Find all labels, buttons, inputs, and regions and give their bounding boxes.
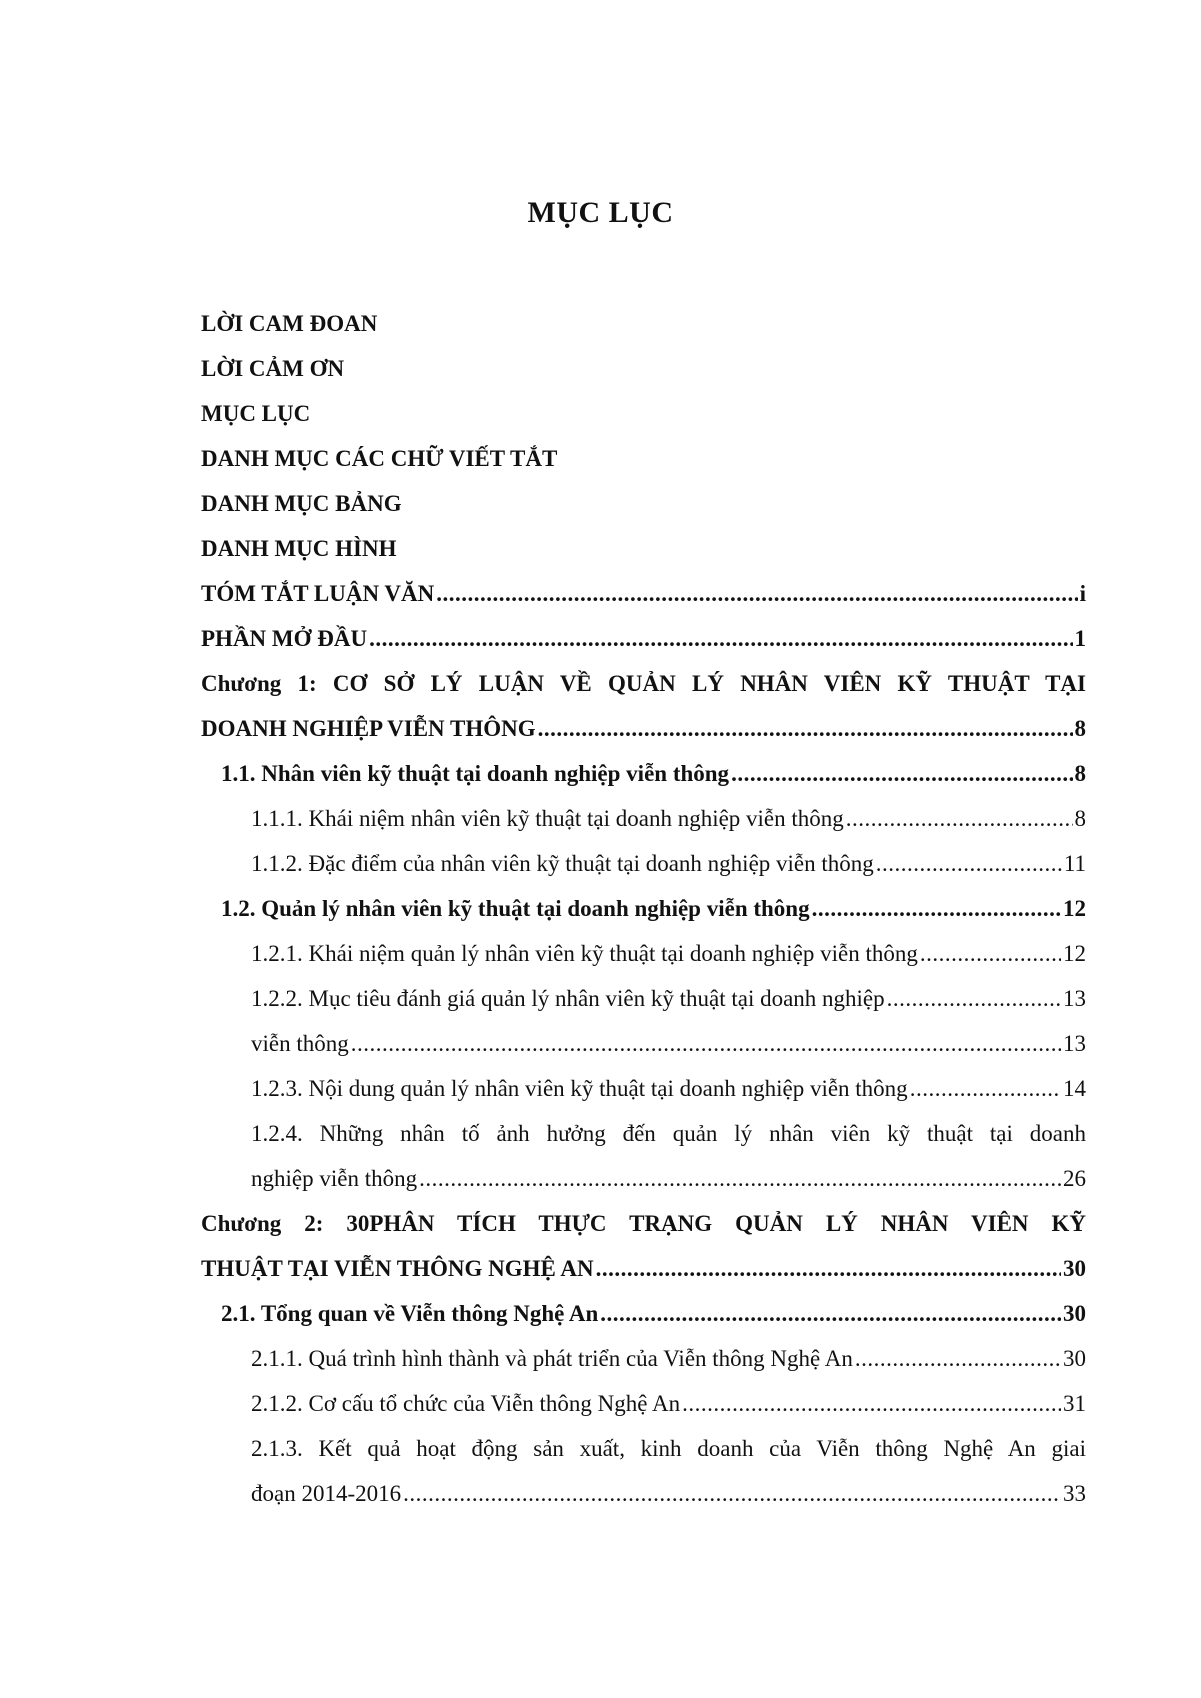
dot-leader (596, 1246, 1061, 1291)
dot-leader (910, 1066, 1061, 1111)
toc-entry-loi-cam-doan: LỜI CAM ĐOAN (201, 311, 378, 336)
toc-page-number: 12 (1063, 896, 1086, 921)
dot-leader (876, 841, 1062, 886)
toc-page-number: 8 (1074, 761, 1086, 786)
dot-leader (887, 976, 1061, 1021)
toc-entry-1-2 (201, 886, 1086, 931)
dot-leader (846, 796, 1073, 841)
toc-entry-1-2-2 (201, 976, 1086, 1021)
toc-entry-1-1-2 (201, 841, 1086, 886)
toc-entry-text: 1.2.1. Khái niệm quản lý nhân viên kỹ thuật tại doanh nghiệp viễn thông (251, 941, 918, 966)
toc-page-number: 1 (1074, 626, 1086, 651)
toc-entry-loi-cam-on: LỜI CẢM ƠN (201, 356, 345, 381)
dot-leader (419, 1156, 1061, 1201)
toc-entry-text: đoạn 2014-2016 (251, 1481, 402, 1506)
toc-page-number: 30 (1063, 1301, 1086, 1326)
toc-page-number: 8 (1074, 716, 1086, 741)
toc-entry-2-1-2 (201, 1381, 1086, 1426)
toc-entry-1-1 (201, 751, 1086, 796)
toc-entry-text: 2.1. Tổng quan về Viễn thông Nghệ An (221, 1301, 599, 1326)
toc-entry-text: 1.2.3. Nội dung quản lý nhân viên kỹ thuật tại doanh nghiệp viễn thông (251, 1076, 908, 1101)
dot-leader (369, 616, 1072, 661)
toc-entry-2-1-3-cont (201, 1471, 1086, 1516)
toc-page-number: 13 (1063, 986, 1086, 1011)
toc-entry-text: 1.1.2. Đặc điểm của nhân viên kỹ thuật tại doanh nghiệp viễn thông (251, 851, 874, 876)
toc-page-number: 14 (1063, 1076, 1086, 1101)
toc-entry-text: 2.1.2. Cơ cấu tổ chức của Viễn thông Nghệ An (251, 1391, 681, 1416)
dot-leader (600, 1291, 1061, 1336)
toc-entry-1-1-1 (201, 796, 1086, 841)
page-title: MỤC LỤC (527, 196, 674, 229)
toc-entry-danh-muc-bang: DANH MỤC BẢNG (201, 491, 402, 516)
dot-leader (920, 931, 1061, 976)
toc-entry-text: viễn thông (251, 1031, 349, 1056)
dot-leader (351, 1021, 1061, 1066)
dot-leader (436, 571, 1077, 616)
toc-page-number: 26 (1063, 1166, 1086, 1191)
toc-entry-chuong-1-cont (201, 706, 1086, 751)
toc-page-number: 30 (1063, 1346, 1086, 1371)
toc-entry-text: 1.1.1. Khái niệm nhân viên kỹ thuật tại doanh nghiệp viễn thông (251, 806, 844, 831)
toc-entry-text: 2.1.1. Quá trình hình thành và phát triển của Viễn thông Nghệ An (251, 1346, 853, 1371)
dot-leader (855, 1336, 1061, 1381)
toc-entry-text: TÓM TẮT LUẬN VĂN (201, 581, 435, 606)
toc-page-number: 12 (1063, 941, 1086, 966)
toc-page-number: 33 (1063, 1481, 1086, 1506)
toc-entry-muc-luc: MỤC LỤC (201, 401, 311, 426)
toc-entry-text: DOANH NGHIỆP VIỄN THÔNG (201, 716, 536, 741)
toc-entry-1-2-3 (201, 1066, 1086, 1111)
toc-entry-text: THUẬT TẠI VIỄN THÔNG NGHỆ AN (201, 1256, 594, 1281)
toc-entry-chuong-2: Chương 2: 30PHÂN TÍCH THỰC TRẠNG QUẢN LÝ NHÂN VIÊN KỸ (201, 1211, 1086, 1236)
toc-entry-danh-muc-viet-tat: DANH MỤC CÁC CHỮ VIẾT TẮT (201, 446, 558, 471)
toc-entry-chuong-1: Chương 1: CƠ SỞ LÝ LUẬN VỀ QUẢN LÝ NHÂN VIÊN KỸ THUẬT TẠI (201, 671, 1086, 696)
toc-entry-1-2-4: 1.2.4. Những nhân tố ảnh hưởng đến quản lý nhân viên kỹ thuật tại doanh (251, 1121, 1086, 1146)
dot-leader (403, 1471, 1061, 1516)
toc-entry-2-1-3: 2.1.3. Kết quả hoạt động sản xuất, kinh doanh của Viễn thông Nghệ An giai (251, 1436, 1086, 1461)
toc-entry-2-1-1 (201, 1336, 1086, 1381)
toc-entry-1-2-2-cont (201, 1021, 1086, 1066)
toc-entry-danh-muc-hinh: DANH MỤC HÌNH (201, 536, 397, 561)
toc-entry-1-2-1 (201, 931, 1086, 976)
dot-leader (731, 751, 1072, 796)
toc-entry-1-2-4-cont (201, 1156, 1086, 1201)
toc-page-number: 30 (1063, 1256, 1086, 1281)
table-of-contents (201, 301, 1086, 1516)
toc-page-number: 11 (1063, 851, 1086, 876)
toc-page-number: 13 (1063, 1031, 1086, 1056)
dot-leader (682, 1381, 1061, 1426)
toc-entry-text: 1.2. Quản lý nhân viên kỹ thuật tại doanh nghiệp viễn thông (221, 896, 810, 921)
toc-entry-tom-tat (201, 571, 1086, 616)
dot-leader (812, 886, 1061, 931)
toc-entry-text: 1.1. Nhân viên kỹ thuật tại doanh nghiệp viễn thông (221, 761, 730, 786)
dot-leader (538, 706, 1073, 751)
toc-entry-text: PHẦN MỞ ĐẦU (201, 626, 368, 651)
toc-entry-text: nghiệp viễn thông (251, 1166, 418, 1191)
toc-entry-phan-mo-dau (201, 616, 1086, 661)
toc-page-number: i (1079, 581, 1086, 606)
toc-entry-2-1 (201, 1291, 1086, 1336)
toc-entry-chuong-2-cont (201, 1246, 1086, 1291)
toc-page-number: 31 (1063, 1391, 1086, 1416)
toc-page-number: 8 (1074, 806, 1086, 831)
toc-entry-text: 1.2.2. Mục tiêu đánh giá quản lý nhân viên kỹ thuật tại doanh nghiệp (251, 986, 885, 1011)
